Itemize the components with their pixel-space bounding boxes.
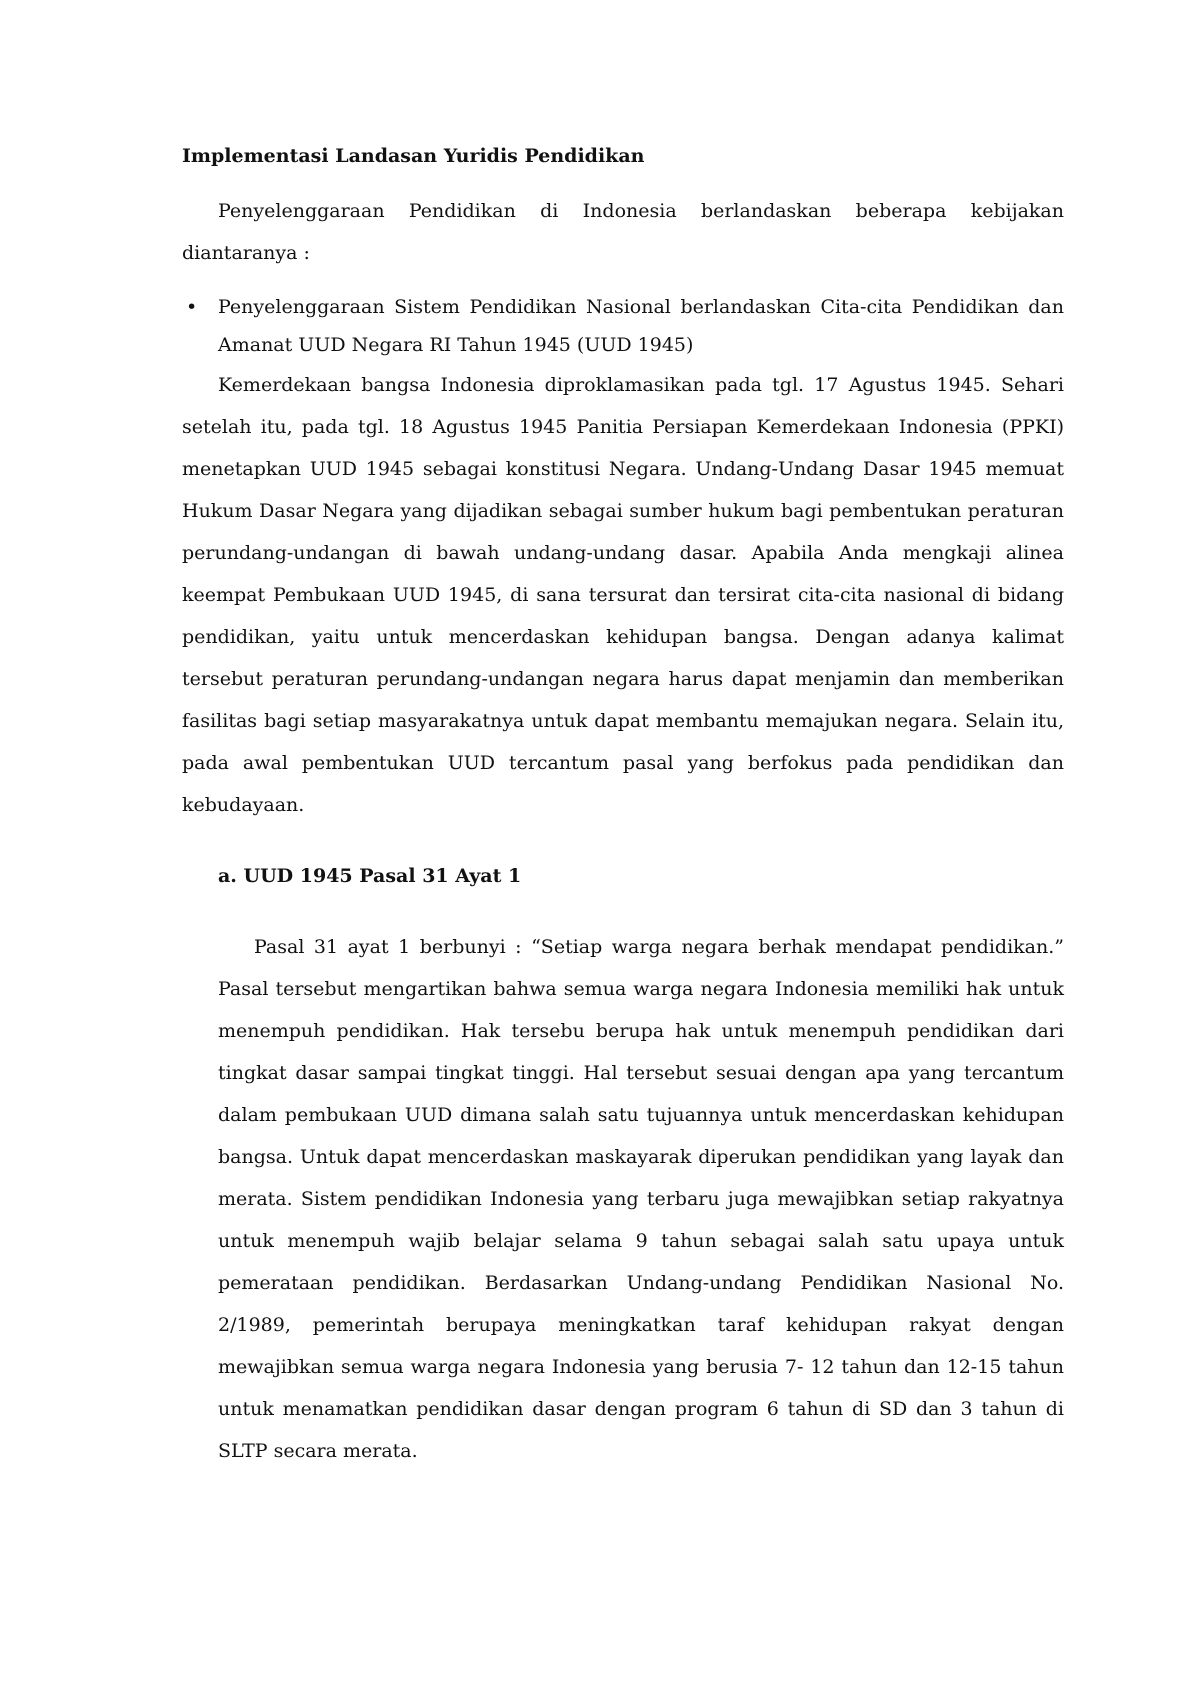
bullet-item <box>182 288 1064 364</box>
bullet-dot-icon: • <box>186 296 198 318</box>
section-a-heading: a. UUD 1945 Pasal 31 Ayat 1 <box>218 865 522 887</box>
intro-paragraph: Penyelenggaraan Pendidikan di Indonesia berlandaskan beberapa kebijakan diantaranya : <box>182 200 1064 264</box>
bullet-paragraph: Kemerdekaan bangsa Indonesia diproklamasikan pada tgl. 17 Agustus 1945. Sehari setelah itu, pada tgl. 18 Agustus 1945 Panitia Persiapan Kemerdekaan Indonesia (PPKI) menetapkan UUD 1945 sebagai konstitusi Negara. Undang-Undang Dasar 1945 memuat Hukum Dasar Negara yang dijadikan sebagai sumber hukum bagi pembentukan peraturan perundang-undangan di bawah undang-undang dasar. Apabila Anda mengkaji alinea keempat Pembukaan UUD 1945, di sana tersurat dan tersirat cita-cita nasional di bidang pendidikan, yaitu untuk mencerdaskan kehidupan bangsa. Dengan adanya kalimat tersebut peraturan perundang-undangan negara harus dapat menjamin dan memberikan fasilitas bagi setiap masyarakatnya untuk dapat membantu memajukan negara. Selain itu, pada awal pembentukan UUD tercantum pasal yang berfokus pada pendidikan dan kebudayaan. <box>182 374 1064 816</box>
document-title: Implementasi Landasan Yuridis Pendidikan <box>182 145 645 167</box>
document-content <box>182 140 1064 1472</box>
bullet-text: Penyelenggaraan Sistem Pendidikan Nasional berlandaskan Cita-cita Pendidikan dan Amanat UUD Negara RI Tahun 1945 (UUD 1945) <box>218 296 1064 356</box>
section-a-body: Pasal 31 ayat 1 berbunyi : “Setiap warga negara berhak mendapat pendidikan.” Pasal tersebut mengartikan bahwa semua warga negara Indonesia memiliki hak untuk menempuh pendidikan. Hak tersebu berupa hak untuk menempuh pendidikan dari tingkat dasar sampai tingkat tinggi. Hal tersebut sesuai dengan apa yang tercantum dalam pembukaan UUD dimana salah satu tujuannya untuk mencerdaskan kehidupan bangsa. Untuk dapat mencerdaskan maskayarak diperukan pendidikan yang layak dan merata. Sistem pendidikan Indonesia yang terbaru juga mewajibkan setiap rakyatnya untuk menempuh wajib belajar selama 9 tahun sebagai salah satu upaya untuk pemerataan pendidikan. Berdasarkan Undang-undang Pendidikan Nasional No. 2/1989, pemerintah berupaya meningkatkan taraf kehidupan rakyat dengan mewajibkan semua warga negara Indonesia yang berusia 7- 12 tahun dan 12-15 tahun untuk menamatkan pendidikan dasar dengan program 6 tahun di SD dan 3 tahun di SLTP secara merata. <box>218 936 1064 1462</box>
